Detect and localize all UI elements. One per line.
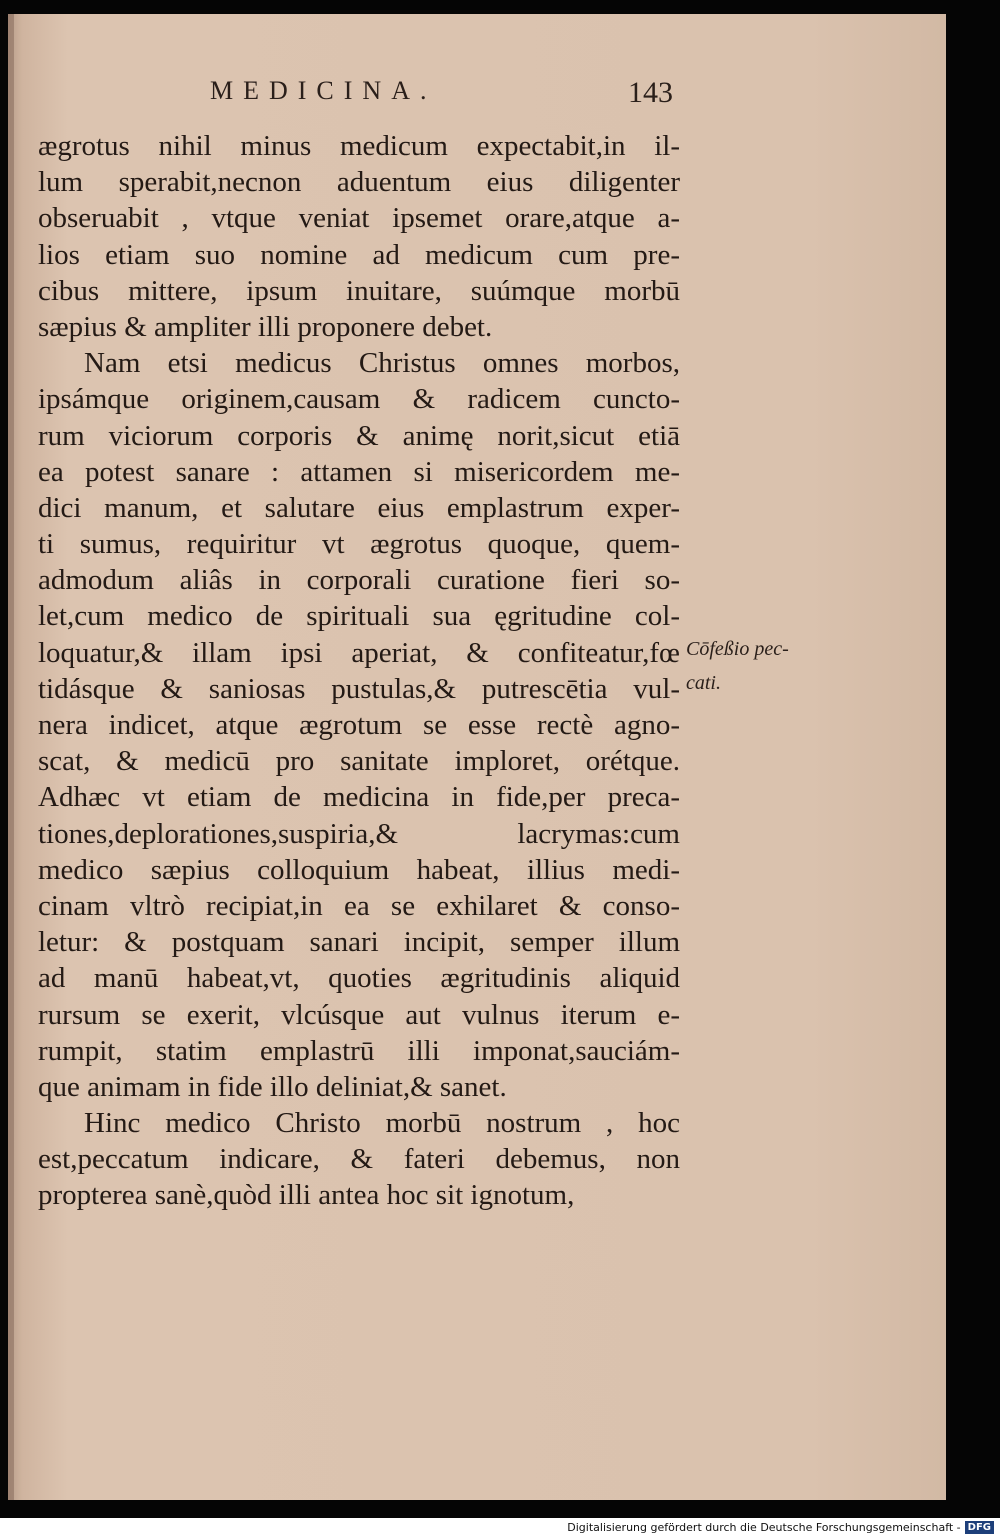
text-line: est,peccatum indicare, & fateri debemus, non: [38, 1143, 680, 1176]
text-line: rumpit, statim emplastrū illi imponat,sauciám-: [38, 1034, 680, 1067]
text-line: lum sperabit,necnon aduentum eius diligenter: [38, 166, 680, 199]
text-line: cinam vltrò recipiat,in ea se exhilaret & conso-: [38, 889, 680, 922]
text-line: scat, & medicū pro sanitate imploret, orétque.: [38, 745, 680, 778]
text-line: Adhæc vt etiam de medicina in fide,per preca-: [38, 781, 680, 814]
text-line: ipsámque originem,causam & radicem cuncto-: [38, 383, 680, 416]
text-line: medico sæpius colloquium habeat, illius medi-: [38, 853, 680, 886]
text-line: ea potest sanare : attamen si misericordem me-: [38, 455, 680, 488]
text-line: dici manum, et salutare eius emplastrum exper-: [38, 491, 680, 524]
page-number: 143: [628, 76, 673, 109]
text-line: sæpius & ampliter illi proponere debet.: [38, 310, 493, 343]
text-line: ad manū habeat,vt, quoties ægritudinis aliquid: [38, 962, 680, 995]
text-line: cibus mittere, ipsum inuitare, suúmque morbū: [38, 274, 680, 307]
text-line: tiones,deplorationes,suspiria,& lacrymas:cum: [38, 817, 680, 850]
text-line: Nam etsi medicus Christus omnes morbos,: [84, 347, 680, 380]
text-line: rursum se exerit, vlcúsque aut vulnus iterum e-: [38, 998, 680, 1031]
page-gutter-shadow: [8, 14, 14, 1500]
digitization-credit: [567, 1521, 994, 1534]
text-line: obseruabit , vtque veniat ipsemet orare,atque a-: [38, 202, 680, 235]
text-line: Hinc medico Christo morbū nostrum , hoc: [84, 1107, 680, 1140]
text-line: propterea sanè,quòd illi antea hoc sit ignotum,: [38, 1179, 575, 1212]
text-line: let,cum medico de spirituali sua ęgritudine col-: [38, 600, 680, 633]
running-title: MEDICINA.: [210, 76, 437, 105]
margin-note-line: cati.: [686, 672, 721, 694]
body-text: [38, 128, 680, 1214]
dfg-logo: DFG: [965, 1521, 994, 1534]
text-line: nera indicet, atque ægrotum se esse rectè agno-: [38, 709, 680, 741]
margin-note-line: Cōfeßio pec-: [686, 638, 789, 660]
credit-text: Digitalisierung gefördert durch die Deutsche Forschungsgemeinschaft -: [567, 1521, 961, 1534]
text-line: tidásque & saniosas pustulas,& putrescētia vul-: [38, 672, 680, 705]
text-line: letur: & postquam sanari incipit, semper illum: [38, 926, 680, 959]
text-line: admodum aliâs in corporali curatione fieri so-: [38, 564, 680, 597]
text-line: lios etiam suo nomine ad medicum cum pre-: [38, 238, 680, 271]
margin-note: [686, 632, 789, 700]
text-line: ægrotus nihil minus medicum expectabit,in il-: [38, 130, 680, 162]
text-line: que animam in fide illo deliniat,& sanet.: [38, 1070, 507, 1103]
text-line: ti sumus, requiritur vt ægrotus quoque, quem-: [38, 528, 680, 561]
text-line: rum viciorum corporis & animę norit,sicut etiā: [38, 419, 680, 452]
text-line: loquatur,& illam ipsi aperiat, & confiteatur,fœ: [38, 636, 680, 669]
